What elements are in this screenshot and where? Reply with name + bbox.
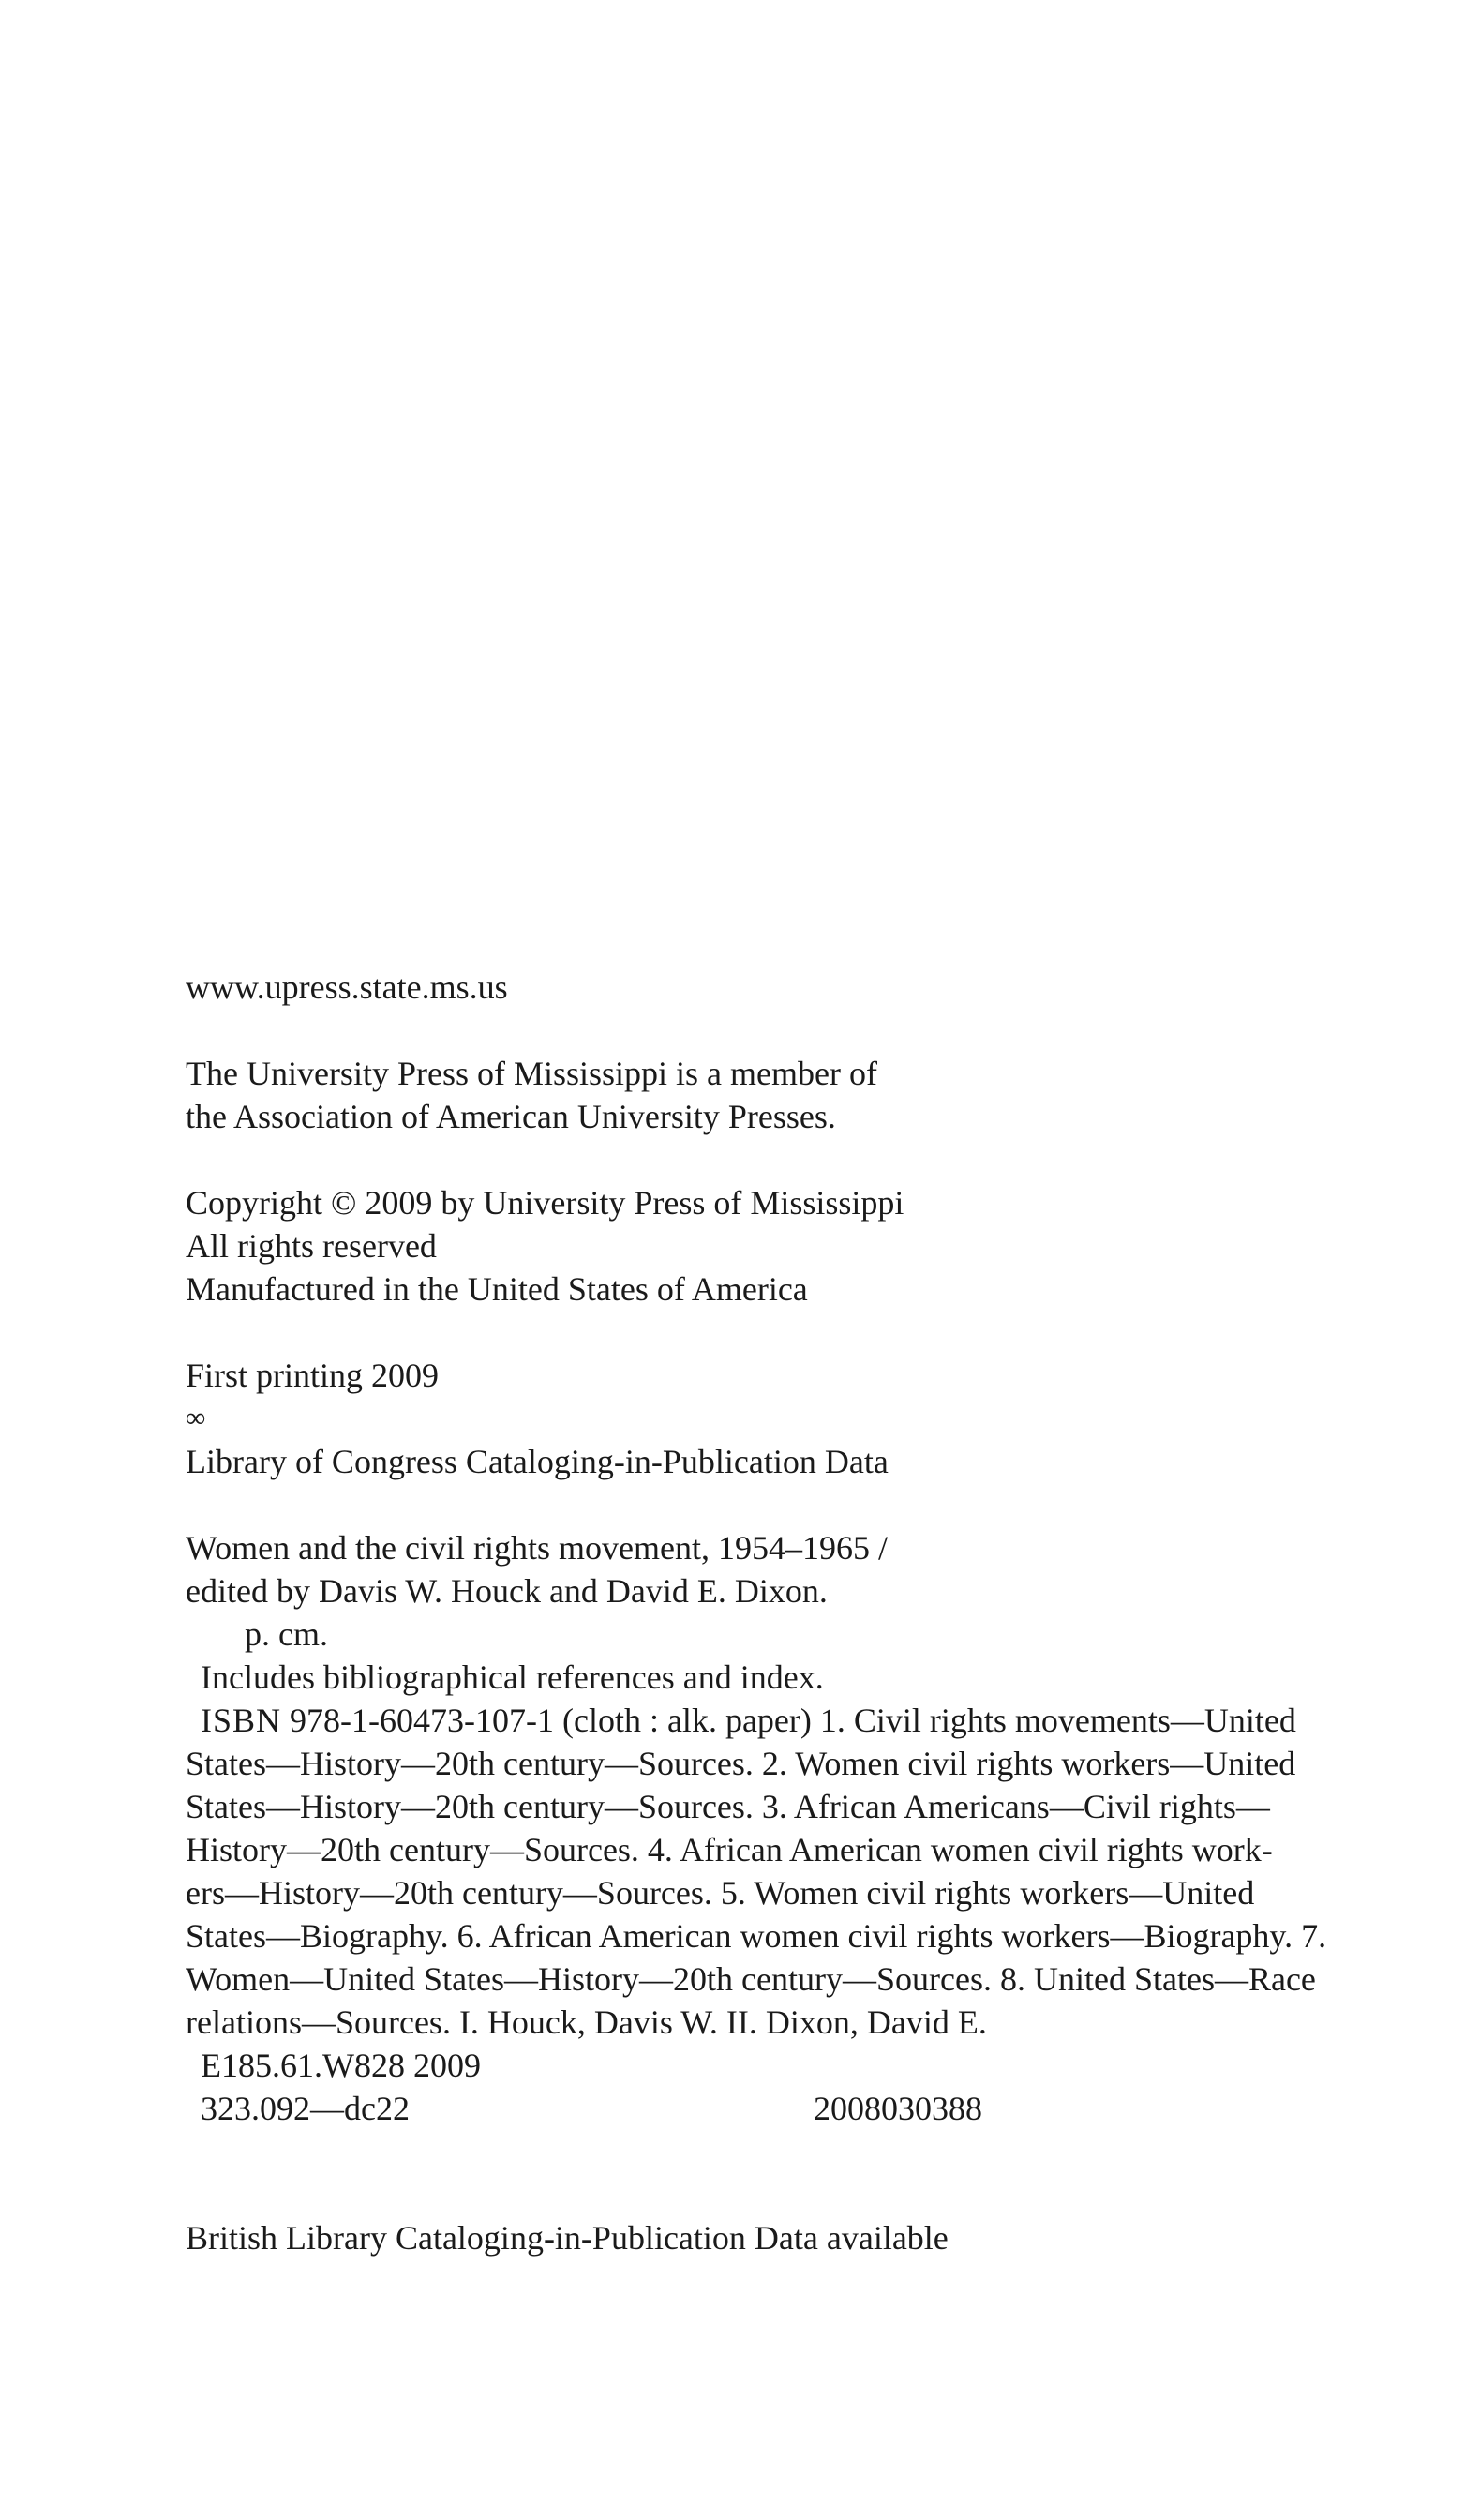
membership-line-2: the Association of American University Presses. [186, 1098, 836, 1135]
copyright-page [186, 966, 1395, 2259]
british-library-notice: British Library Cataloging-in-Publication Data available [186, 2219, 949, 2257]
cip-subject-line-7: Women—United States—History—20th century—Sources. 8. United States—Race [186, 1960, 1316, 1998]
cip-subject-line-1: 978-1-60473-107-1 (cloth : alk. paper) 1. Civil rights movements—United [290, 1702, 1296, 1739]
spacer [186, 1483, 1395, 1526]
manufactured-notice: Manufactured in the United States of America [186, 1270, 808, 1308]
lccn-number: 2008030388 [814, 2090, 982, 2127]
cip-subject-line-2: States—History—20th century—Sources. 2. Women civil rights workers—United [186, 1745, 1296, 1782]
acid-free-paper-symbol: ∞ [186, 1402, 206, 1433]
isbn-label: ISBN [201, 1702, 282, 1739]
lc-cip-heading: Library of Congress Cataloging-in-Publication Data [186, 1443, 889, 1480]
lc-call-number: E185.61.W828 2009 [201, 2047, 481, 2084]
cip-subject-line-4: History—20th century—Sources. 4. African American women civil rights work- [186, 1831, 1273, 1868]
cip-subject-line-3: States—History—20th century—Sources. 3. African Americans—Civil rights— [186, 1788, 1270, 1825]
spacer [186, 1138, 1395, 1181]
rights-reserved: All rights reserved [186, 1227, 437, 1265]
cip-subject-line-5: ers—History—20th century—Sources. 5. Women civil rights workers—United [186, 1874, 1255, 1912]
cip-isbn-line [186, 1699, 1368, 1742]
publisher-website: www.upress.state.ms.us [186, 968, 508, 1006]
dewey-number: 323.092—dc22 [201, 2090, 410, 2127]
printing-notice: First printing 2009 [186, 1357, 440, 1394]
spacer [186, 1311, 1395, 1354]
cip-subject-line-8: relations—Sources. I. Houck, Davis W. II. Dixon, David E. [186, 2003, 987, 2041]
spacer [186, 1009, 1395, 1052]
classification-row [186, 2087, 1368, 2130]
cip-record [186, 1526, 1368, 2130]
cip-title-line-2: edited by Davis W. Houck and David E. Dixon. [186, 1572, 828, 1610]
cip-subject-line-6: States—Biography. 6. African American women civil rights workers—Biography. 7. [186, 1917, 1327, 1955]
cip-title-line-1: Women and the civil rights movement, 1954–1965 / [186, 1529, 888, 1567]
cip-physical-description: p. cm. [245, 1615, 328, 1653]
membership-line-1: The University Press of Mississippi is a member of [186, 1055, 877, 1092]
cip-includes-note: Includes bibliographical references and index. [201, 1658, 824, 1696]
copyright-notice: Copyright © 2009 by University Press of Mississippi [186, 1184, 904, 1222]
